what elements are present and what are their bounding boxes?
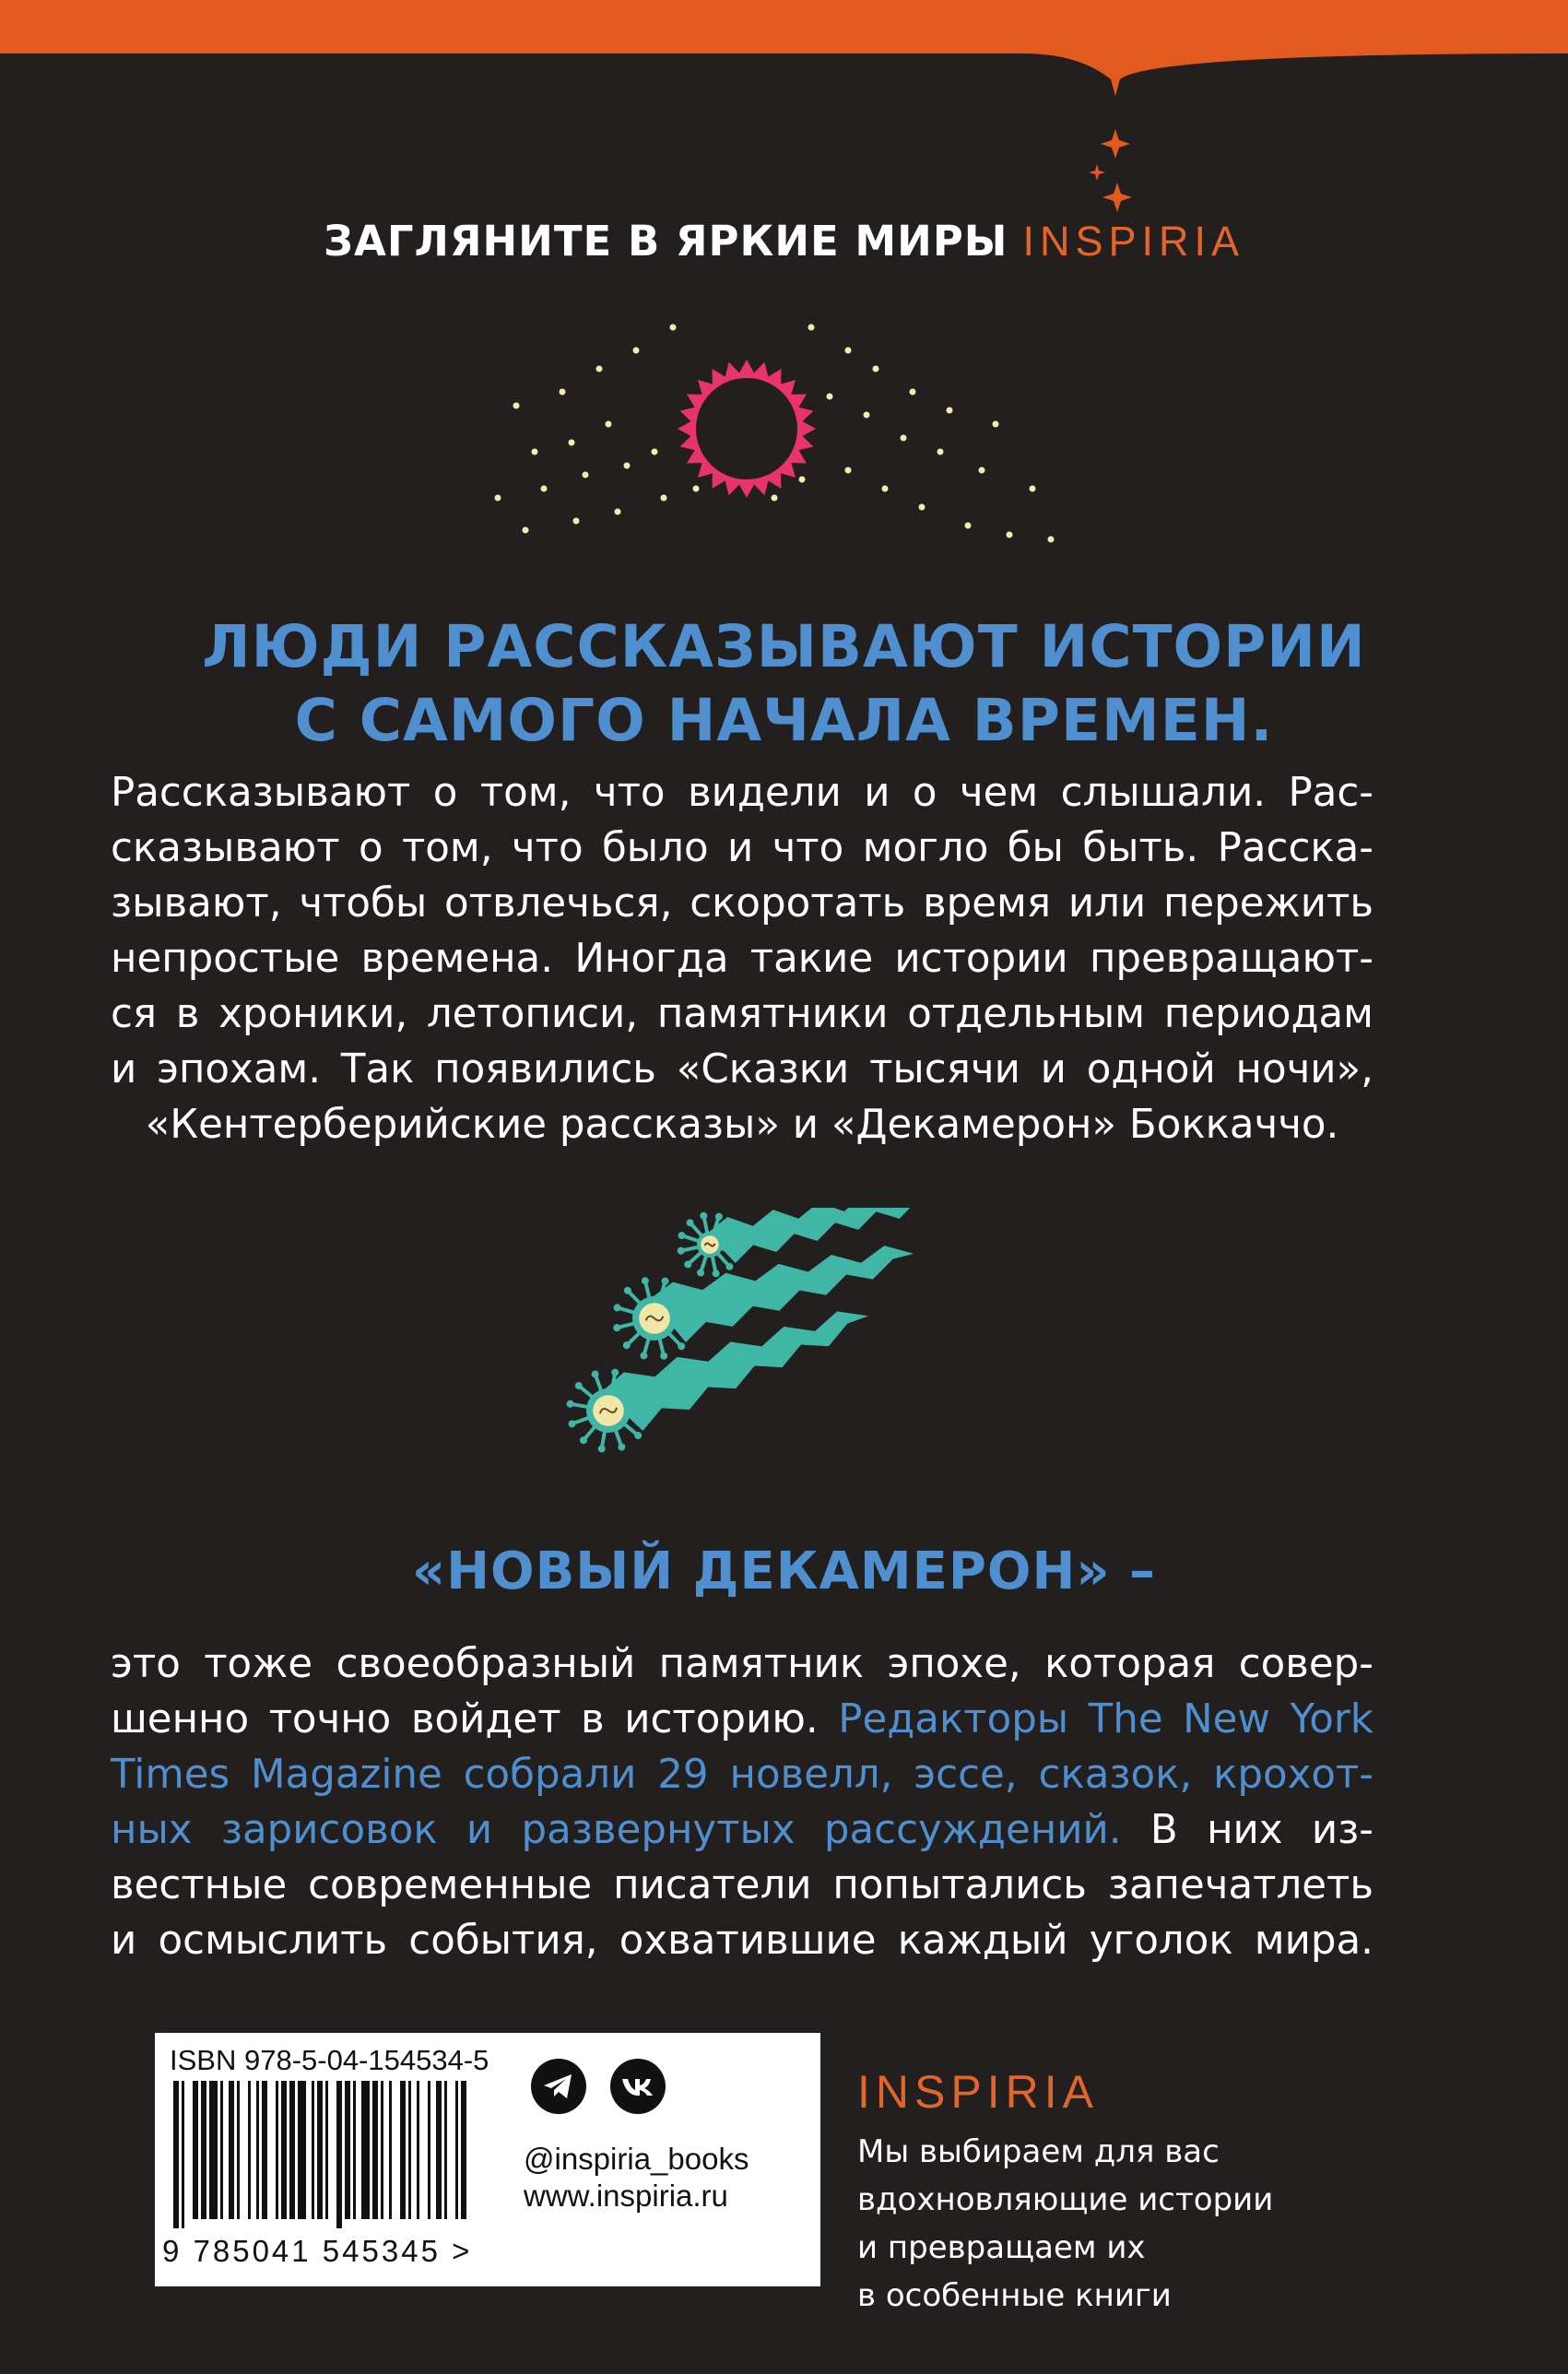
slogan-line: Мы выбираем для вас — [857, 2133, 1220, 2170]
star-dot — [910, 389, 916, 396]
intro-line: ся в хроники, летописи, памятники отдельным периодам — [111, 991, 1373, 1037]
social-links — [524, 2059, 800, 2280]
description-line: и осмыслить события, охватившие каждый уголок мира. — [111, 1918, 1373, 1964]
intro-line: непростые времена. Иногда такие истории превращают- — [111, 936, 1373, 982]
star-dot — [901, 435, 907, 442]
barcode-bar — [312, 2081, 314, 2219]
barcode-bar — [325, 2081, 328, 2219]
star-dot — [979, 467, 985, 474]
star-dot — [523, 527, 529, 534]
description-line — [111, 1802, 1373, 1858]
telegram-icon[interactable] — [531, 2059, 586, 2114]
star-dot — [532, 449, 538, 455]
star-dot — [808, 325, 815, 331]
top-orange-tab — [0, 52, 1568, 144]
star-dot — [693, 486, 700, 492]
series-brand: INSPIRIA — [1022, 218, 1244, 265]
vk-icon[interactable] — [610, 2059, 666, 2114]
barcode-bar — [336, 2081, 342, 2228]
description-text: шенно точно войдет в историю. — [111, 1696, 839, 1742]
barcode-bar — [298, 2081, 306, 2219]
barcode-bar — [182, 2081, 184, 2228]
barcode-digits: 9 785041 545345 > — [162, 2234, 473, 2268]
star-dot — [583, 472, 589, 478]
star-dot — [827, 394, 833, 400]
star-dot — [670, 325, 677, 331]
intro-line: «Кентерберийские рассказы» и «Декамерон» Боккаччо. — [145, 1102, 1339, 1148]
description-text: В них из- — [1121, 1807, 1373, 1853]
barcode-bar — [361, 2081, 370, 2219]
star-dot — [615, 509, 621, 515]
barcode-bar — [428, 2081, 430, 2219]
star-dot — [993, 421, 999, 428]
star-dot — [1007, 532, 1013, 538]
barcode-bar — [276, 2081, 278, 2219]
star-dot — [596, 366, 603, 372]
star-dot — [845, 467, 852, 474]
star-dot — [772, 495, 778, 502]
slogan-line: и превращаем их — [857, 2229, 1146, 2266]
series-header — [0, 217, 1568, 266]
intro-line: и эпохам. Так появились «Сказки тысячи и одной ночи», — [111, 1046, 1373, 1093]
barcode-bar — [201, 2081, 206, 2219]
barcode-bar — [461, 2081, 466, 2219]
series-header-text: ЗАГЛЯНИТЕ В ЯРКИЕ МИРЫ — [324, 217, 1008, 266]
star-dot — [919, 504, 925, 511]
headline-line-2: С САМОГО НАЧАЛА ВРЕМЕН. — [294, 687, 1274, 754]
barcode-bar — [209, 2081, 218, 2219]
star-dot — [560, 389, 566, 396]
star-dot — [661, 495, 667, 502]
star-dot — [513, 403, 520, 409]
barcode-bar — [256, 2081, 259, 2219]
star-dot — [845, 348, 852, 354]
sun-core — [696, 378, 797, 479]
barcode-bar — [345, 2081, 350, 2219]
sparkles-icon — [1079, 129, 1143, 212]
book-title-subhead: «НОВЫЙ ДЕКАМЕРОН» – — [411, 1541, 1157, 1601]
inspiria-slogan — [857, 2128, 1373, 2320]
isbn-text: ISBN 978-5-04-154534-5 — [170, 2044, 489, 2076]
star-dot — [937, 449, 944, 455]
star-dot — [495, 495, 501, 502]
barcode-bar — [372, 2081, 378, 2219]
star-dot — [882, 486, 889, 492]
star-sun-illustration — [479, 304, 1088, 572]
barcode-bar — [220, 2081, 223, 2219]
barcode-bar — [389, 2081, 392, 2219]
website-link[interactable]: www.inspiria.ru — [524, 2179, 728, 2213]
barcode-bar — [444, 2081, 447, 2219]
headline-line-1: ЛЮДИ РАССКАЗЫВАЮТ ИСТОРИИ — [202, 613, 1366, 680]
description-highlight: ных зарисовок и развернутых рассуждений. — [111, 1807, 1122, 1853]
intro-line: Рассказывают о том, что видели и о чем слышали. Рас- — [111, 770, 1373, 816]
inspiria-info — [857, 2065, 1373, 2320]
slogan-line: в особенные книги — [857, 2277, 1172, 2314]
star-dot — [652, 449, 658, 455]
description-line: вестные современные писатели попытались запечатлеть — [111, 1862, 1373, 1908]
description-line: это тоже своеобразный памятник эпохе, которая совер- — [111, 1641, 1373, 1687]
barcode-bar — [381, 2081, 383, 2219]
star-dot — [624, 463, 631, 469]
star-dot — [569, 440, 575, 446]
barcode-bar — [281, 2081, 287, 2219]
intro-line: зывают, чтобы отвлечься, скоротать время или пережить — [111, 880, 1373, 927]
barcode-bar — [237, 2081, 240, 2219]
barcode-bar — [173, 2081, 179, 2228]
star-dot — [1030, 486, 1036, 492]
star-dot — [633, 348, 640, 354]
star-dot — [864, 412, 870, 419]
description-highlight: Редакторы The New York — [838, 1696, 1374, 1742]
description-highlight-line: Times Magazine собрали 29 новелл, эссе, сказок, крохот- — [111, 1752, 1373, 1798]
social-handle[interactable]: @inspiria_books — [524, 2142, 749, 2176]
description-line — [111, 1692, 1373, 1747]
barcode-bar — [289, 2081, 295, 2219]
intro-line: сказывают о том, что было и что могло бы быть. Расска- — [111, 825, 1373, 871]
star-dot — [965, 523, 972, 529]
barcode-bar — [193, 2081, 198, 2219]
barcode-bar — [455, 2081, 458, 2219]
star-dot — [1048, 537, 1055, 543]
inspiria-logo: INSPIRIA — [857, 2066, 1099, 2118]
intro-paragraph — [111, 765, 1373, 1152]
barcode-bar — [417, 2081, 419, 2219]
barcode-bar — [248, 2081, 251, 2219]
star-dot — [541, 486, 548, 492]
barcode-bar — [353, 2081, 356, 2219]
barcode-bar — [317, 2081, 323, 2219]
slogan-line: вдохновляющие истории — [857, 2181, 1274, 2218]
barcode-bar — [229, 2081, 234, 2219]
star-dot — [573, 518, 580, 525]
comets-illustration — [525, 1208, 949, 1484]
star-dot — [606, 421, 612, 428]
headline — [0, 610, 1568, 758]
barcode-bar — [400, 2081, 406, 2219]
barcode-bar — [436, 2081, 442, 2219]
star-dot — [947, 407, 953, 414]
description-paragraph — [111, 1636, 1373, 1968]
barcode-bar — [408, 2081, 411, 2219]
barcode-bar — [262, 2081, 267, 2219]
top-orange-band — [0, 0, 1568, 53]
barcode-panel — [155, 2033, 820, 2286]
star-dot — [799, 477, 806, 483]
barcode-image — [170, 2081, 474, 2228]
star-dot — [873, 366, 879, 372]
